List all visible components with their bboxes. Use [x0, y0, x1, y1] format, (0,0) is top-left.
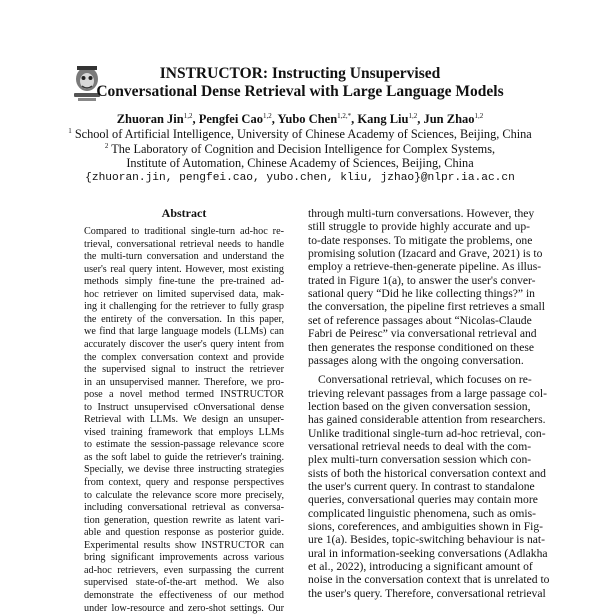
abstract-heading: Abstract	[161, 206, 207, 220]
abstract-line: supervised state-of-the-art method. We also	[84, 577, 284, 589]
abstract-line: to calculate the relevance score more precisely,	[84, 489, 284, 501]
affiliation-2: $^2$ The Laboratory of Cognition and Decision Intelligence for Complex Systems,	[104, 142, 496, 157]
affiliation-1: $^1$ School of Artificial Intelligence, University of Chinese Academy of Sciences, Beijing, China	[68, 127, 532, 142]
abstract-line: tion generation, question rewrite as latent vari-	[84, 514, 284, 526]
author-name: Jun Zhao	[423, 112, 475, 127]
body-line: set of reference passages about “Nicolas-Claude	[308, 313, 532, 327]
abstract-line: bring significant improvements across various	[84, 552, 284, 564]
abstract-line: in an unsupervised manner. Therefore, we pro-	[84, 376, 284, 388]
abstract-line: the complex conversation context and provide	[84, 351, 284, 363]
body-line: employ a retrieve-then-generate pipeline. As illus-	[308, 260, 542, 274]
abstract-line: user's real query intent. However, most existing	[84, 263, 284, 275]
body-line: passages along with the ongoing conversation.	[308, 353, 524, 367]
abstract-line: the supervised signal to instruct the retriever	[84, 364, 284, 376]
body-line: through multi-turn conversations. However, they	[308, 207, 535, 220]
abstract-line: from context, query and response perspectives	[84, 477, 284, 488]
abstract-line: to Instruct unsupervised cOnversational dense	[84, 401, 284, 413]
abstract-line: Compared to traditional single-turn ad-hoc re-	[84, 226, 284, 237]
affiliation-3: Institute of Automation, Chinese Academy of Sciences, Beijing, China	[126, 156, 474, 170]
body-line: to-date responses. To mitigate the problems, one	[308, 233, 533, 247]
body-line: noise in the conversation context that is unrelated to	[308, 573, 550, 587]
author-name: Yubo Chen	[277, 112, 338, 127]
body-line: versational retrieval needs to deal with the com-	[308, 439, 532, 453]
abstract-line: as the soft label to guide the retriever's training.	[84, 451, 284, 463]
abstract-line: the entirety of the conversation. In this paper,	[84, 313, 284, 325]
abstract-line: Retrieval with LLMs. We design an unsuper-	[84, 414, 284, 426]
body-line: ure 1(a). Besides, topic-switching behaviour is nat-	[308, 533, 545, 547]
body-line: has gained considerable attention from researchers.	[308, 413, 546, 427]
abstract-line: ing it challenging for the retriever to fully grasp	[84, 301, 284, 313]
body-line: lection based on the given conversation session,	[308, 399, 531, 413]
abstract-line: we find that large language models (LLMs) can	[84, 326, 284, 338]
abstract-line: hoc retriever on limited supervised data, mak-	[84, 288, 284, 300]
abstract-line: under low-resource and zero-shot settings. Our	[84, 602, 284, 614]
body-line: then generates the response conditioned on these	[308, 340, 535, 354]
body-line: sational query “Did he like collecting things?” in	[308, 287, 535, 301]
author-name: Pengfei Cao	[198, 112, 263, 127]
body-line: plex multi-turn conversation session which con-	[308, 453, 532, 467]
body-line: the conversation, the pipeline first retrieves a small	[308, 300, 545, 314]
author-name: Kang Liu	[357, 112, 409, 127]
abstract-line: to estimate the session-passage relevance score	[84, 439, 284, 451]
abstract-line: Experimental results show INSTRUCTOR can	[84, 539, 284, 551]
body-line: still struggle to provide highly accurate and up-	[308, 220, 530, 234]
body-line: et al., 2022), introducing a significant amount of	[308, 560, 533, 574]
abstract-line: trieval, conversational retrieval needs to handle	[84, 238, 284, 250]
body-line: sions, coreferences, and ambiguities shown in Fig-	[308, 520, 544, 534]
paper-title-line-1: INSTRUCTOR: Instructing Unsupervised	[159, 65, 441, 82]
abstract-line: methods simply fine-tune the pre-trained ad-	[84, 276, 284, 288]
abstract-line: the multi-turn conversation and understand the	[84, 251, 284, 263]
abstract-line: including conversational retrieval as conversa-	[84, 502, 284, 514]
body-line: complicated linguistic phenomena, such as omis-	[308, 506, 536, 520]
abstract-line: able and question response as posterior guide.	[84, 527, 284, 539]
body-line: queries, conversational queries may contain more	[308, 493, 538, 507]
body-line: sists of both the historical conversation context and	[308, 466, 546, 480]
author-name: Zhuoran Jin	[116, 112, 184, 127]
abstract-line: Specially, we devise three instructing strategies	[84, 464, 284, 476]
body-line: the user's query. Therefore, conversational retrieval	[308, 586, 546, 600]
paper-title-line-2: Conversational Dense Retrieval with Large Language Models	[96, 83, 504, 100]
body-line: ural in information-seeking conversations (Adlakha	[308, 546, 548, 560]
body-line: Unlike traditional single-turn ad-hoc retrieval, con-	[308, 426, 546, 440]
abstract-line: vised training framework that employs LLMs	[84, 426, 284, 438]
author-emails: {zhuoran.jin, pengfei.cao, yubo.chen, kliu, jzhao}@nlpr.ia.ac.cn	[85, 172, 515, 184]
abstract-line: pose a novel method termed INSTRUCTOR	[84, 389, 284, 401]
abstract-line: ad-hoc retrievers, even surpassing the current	[84, 564, 284, 576]
body-line: promising solution (Izacard and Grave, 2021) is to	[308, 247, 543, 261]
body-line: the user's current query. In contrast to standalone	[308, 480, 535, 493]
author-list: Zhuoran Jin$^{1,2}$, Pengfei Cao$^{1,2}$, Yubo Chen$^{1,2,*}$, Kang Liu$^{1,2}$, Jun Zhao$^{1,2}$	[116, 112, 484, 127]
body-line: trieving relevant passages from a large passage col-	[308, 386, 547, 400]
body-line: Fabri de Peiresc” via conversational retrieval and	[308, 327, 537, 341]
abstract-line: accurately discover the user's query intent from	[84, 338, 284, 350]
body-line: trated in Figure 1(a), to answer the user's conver-	[308, 273, 536, 287]
body-line: Conversational retrieval, which focuses on re-	[318, 373, 532, 387]
abstract-line: demonstrate the effectiveness of our method	[84, 589, 284, 601]
